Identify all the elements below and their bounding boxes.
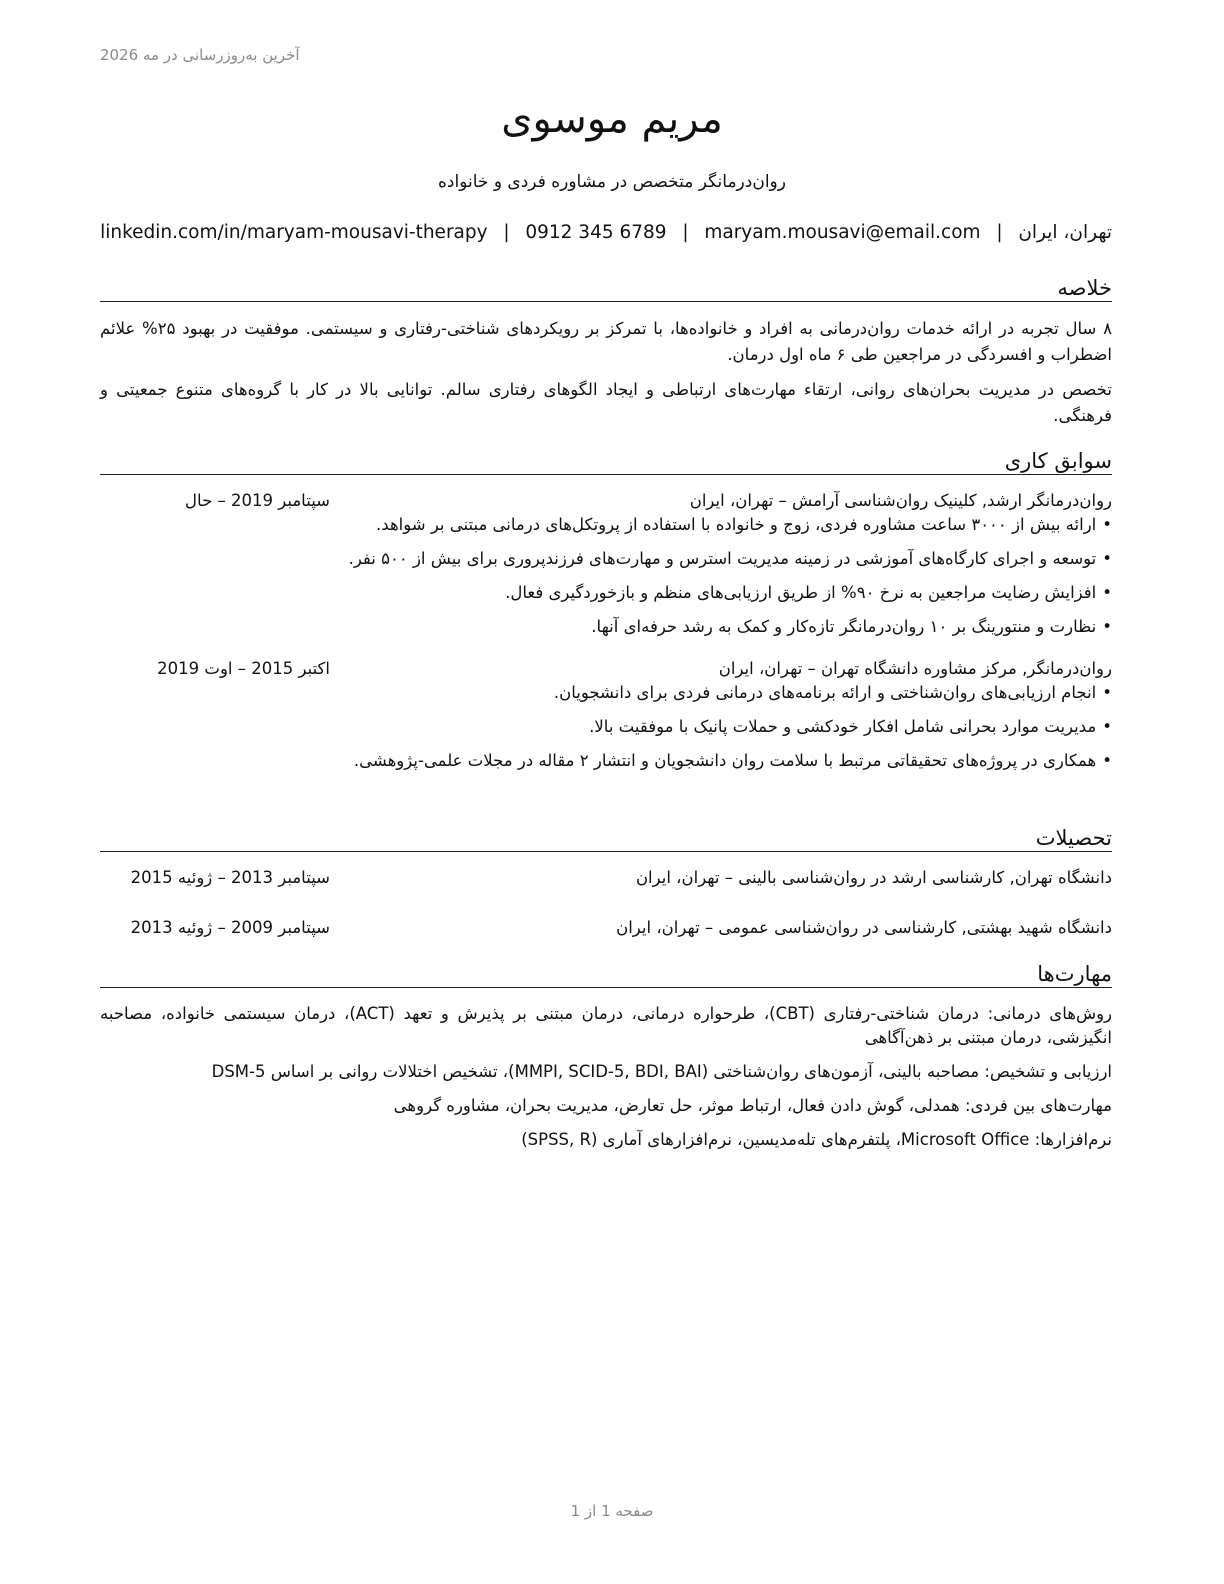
education-date: سپتامبر 2009 – ژوئیه 2013 bbox=[130, 918, 330, 937]
education-entry bbox=[100, 916, 1112, 940]
bullet-icon: • bbox=[1102, 583, 1112, 602]
bullet-text: نظارت و منتورینگ بر ۱۰ روان‌درمانگر تازه‌کار و کمک به رشد حرفه‌ای آنها. bbox=[591, 617, 1097, 636]
contact-separator: | bbox=[996, 222, 1003, 243]
bullet-icon: • bbox=[1102, 717, 1112, 736]
job-date: اکتبر 2015 – اوت 2019 bbox=[157, 659, 330, 678]
list-item bbox=[100, 749, 1112, 773]
bullet-text: مدیریت موارد بحرانی شامل افکار خودکشی و حملات پانیک با موفقیت بالا. bbox=[589, 717, 1097, 736]
summary-section bbox=[100, 276, 1112, 438]
contact-separator: | bbox=[503, 222, 510, 243]
skill-line: نرم‌افزارها: Microsoft Office، پلتفرم‌های تله‌مدیسین، نرم‌افزارهای آماری (SPSS, R) bbox=[521, 1130, 1112, 1149]
list-item bbox=[100, 581, 1112, 605]
skills-section bbox=[100, 962, 1112, 1162]
job-title-line: روان‌درمانگر, مرکز مشاوره دانشگاه تهران – تهران، ایران bbox=[718, 659, 1112, 678]
education-section bbox=[100, 826, 1112, 940]
job-bullets bbox=[100, 513, 1112, 639]
contact-phone: 0912 345 6789 bbox=[525, 222, 667, 243]
job-bullets bbox=[100, 681, 1112, 773]
bullet-text: افزایش رضایت مراجعین به نرخ ۹۰% از طریق ارزیابی‌های منظم و بازخوردگیری فعال. bbox=[505, 583, 1097, 602]
bullet-text: توسعه و اجرای کارگاه‌های آموزشی در زمینه مدیریت استرس و مهارت‌های فرزندپروری برای بیش از ۵۰۰ نفر. bbox=[348, 549, 1097, 568]
contact-email[interactable]: maryam.mousavi@email.com bbox=[704, 222, 981, 243]
experience-heading: سوابق کاری bbox=[100, 449, 1112, 475]
contact-location: تهران، ایران bbox=[1018, 222, 1112, 243]
education-entry bbox=[100, 866, 1112, 890]
education-date: سپتامبر 2013 – ژوئیه 2015 bbox=[130, 868, 330, 887]
skill-line: روش‌های درمانی: درمان شناختی-رفتاری (CBT)، طرحواره درمانی، درمان مبتنی بر پذیرش و تعهد (ACT)، درمان سیستمی خانواده، مصاحبه انگیزشی، درمان مبتنی بر ذهن‌آگاهی bbox=[100, 1004, 1113, 1047]
bullet-text: همکاری در پروژه‌های تحقیقاتی مرتبط با سلامت روان دانشجویان و انتشار ۲ مقاله در مجلات علمی-پژوهشی. bbox=[353, 751, 1097, 770]
experience-section bbox=[100, 449, 1112, 783]
bullet-icon: • bbox=[1102, 515, 1112, 534]
bullet-text: ارائه بیش از ۳۰۰۰ ساعت مشاوره فردی، زوج و خانواده با استفاده از پروتکل‌های درمانی مبتنی بر شواهد. bbox=[376, 515, 1097, 534]
job-header bbox=[100, 489, 1112, 513]
last-updated: آخرین به‌روزرسانی در مه 2026 bbox=[100, 46, 300, 64]
education-title: دانشگاه تهران, کارشناسی ارشد در روان‌شناسی بالینی – تهران، ایران bbox=[635, 868, 1112, 887]
page-number: صفحه 1 از 1 bbox=[570, 1502, 654, 1520]
job-date: سپتامبر 2019 – حال bbox=[185, 491, 330, 510]
education-heading: تحصیلات bbox=[100, 826, 1112, 852]
list-item bbox=[100, 615, 1112, 639]
person-name: مریم موسوی bbox=[501, 96, 723, 142]
job-title: روان‌درمانگر متخصص در مشاوره فردی و خانواده bbox=[438, 172, 786, 192]
job-header bbox=[100, 657, 1112, 681]
summary-paragraph: ۸ سال تجربه در ارائه خدمات روان‌درمانی به افراد و خانواده‌ها، با تمرکز بر رویکردهای شناختی-رفتاری و سیستمی. موفقیت در بهبود ۲۵% علائم اضطراب و افسردگی در مراجعین طی ۶ ماه اول درمان. bbox=[100, 319, 1113, 364]
list-item bbox=[100, 681, 1112, 705]
skills-heading: مهارت‌ها bbox=[100, 962, 1112, 988]
list-item bbox=[100, 513, 1112, 537]
bullet-icon: • bbox=[1102, 549, 1112, 568]
summary-heading: خلاصه bbox=[100, 276, 1112, 302]
skill-line: ارزیابی و تشخیص: مصاحبه بالینی، آزمون‌های روان‌شناختی (MMPI, SCID-5, BDI, BAI)، تشخیص اختلالات روانی بر اساس DSM-5 bbox=[211, 1062, 1112, 1081]
bullet-icon: • bbox=[1102, 683, 1112, 702]
contact-separator: | bbox=[682, 222, 689, 243]
job-entry bbox=[100, 657, 1112, 773]
skill-line: مهارت‌های بین فردی: همدلی، گوش دادن فعال، ارتباط موثر، حل تعارض، مدیریت بحران، مشاوره گروهی bbox=[393, 1096, 1112, 1115]
contact-linkedin[interactable]: linkedin.com/in/maryam-mousavi-therapy bbox=[100, 222, 488, 243]
bullet-text: انجام ارزیابی‌های روان‌شناختی و ارائه برنامه‌های درمانی فردی برای دانشجویان. bbox=[553, 683, 1097, 702]
list-item bbox=[100, 547, 1112, 571]
bullet-icon: • bbox=[1102, 751, 1112, 770]
education-title: دانشگاه شهید بهشتی, کارشناسی در روان‌شناسی عمومی – تهران، ایران bbox=[616, 918, 1112, 937]
list-item bbox=[100, 715, 1112, 739]
contact-line bbox=[100, 222, 1112, 243]
summary-paragraph: تخصص در مدیریت بحران‌های روانی، ارتقاء مهارت‌های ارتباطی و ایجاد الگوهای رفتاری سالم. توانایی بالا در کار با گروه‌های متنوع جمعیتی و فرهنگی. bbox=[100, 380, 1112, 425]
job-entry bbox=[100, 489, 1112, 639]
job-title-line: روان‌درمانگر ارشد, کلینیک روان‌شناسی آرامش – تهران، ایران bbox=[689, 491, 1112, 510]
bullet-icon: • bbox=[1102, 617, 1112, 636]
